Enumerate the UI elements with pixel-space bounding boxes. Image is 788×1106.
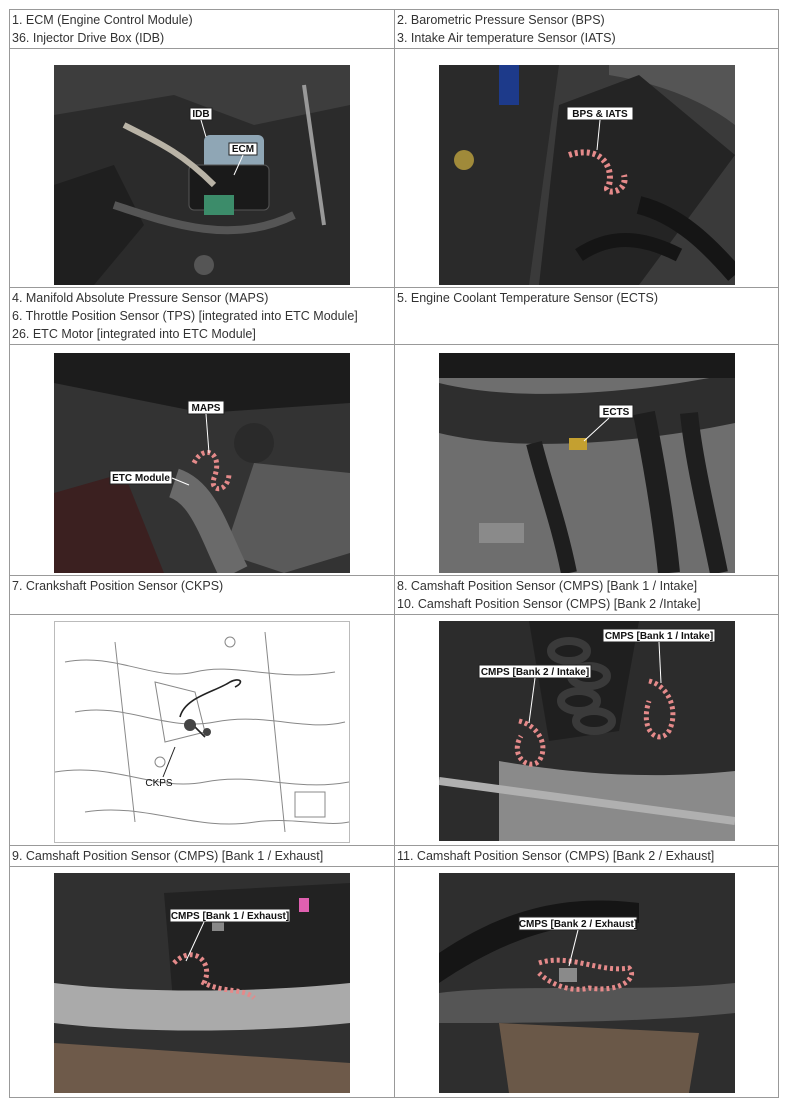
row1-right-image-cell xyxy=(394,48,779,288)
maps-etc-photo xyxy=(54,353,350,573)
ecm-label: ECM xyxy=(231,144,255,155)
cmps-bank1-exhaust-photo xyxy=(54,873,350,1093)
caption-line: 36. Injector Drive Box (IDB) xyxy=(12,31,165,45)
row4-left-text-cell xyxy=(9,845,395,867)
caption-line: 6. Throttle Position Sensor (TPS) [integrated into ETC Module] xyxy=(12,309,358,323)
row3-right-image-cell xyxy=(394,614,779,846)
row3-right-text-cell xyxy=(394,575,779,615)
caption-line: 5. Engine Coolant Temperature Sensor (ECTS) xyxy=(397,291,659,305)
idb-label: IDB xyxy=(192,109,210,120)
caption-line: 3. Intake Air temperature Sensor (IATS) xyxy=(397,31,616,45)
cmps-bank2-exhaust-photo xyxy=(439,873,735,1093)
row2-left-text-cell xyxy=(9,287,395,345)
row1-left-image-cell xyxy=(9,48,395,288)
row4-left-image-cell xyxy=(9,866,395,1098)
ects-photo xyxy=(439,353,735,573)
ecm-idb-photo xyxy=(54,65,350,285)
cmps-bank1-intake-label: CMPS [Bank 1 / Intake] xyxy=(604,631,714,642)
ckps-line-drawing xyxy=(54,621,350,843)
caption-line: 8. Camshaft Position Sensor (CMPS) [Bank 1 / Intake] xyxy=(397,579,698,593)
caption-line: 9. Camshaft Position Sensor (CMPS) [Bank 1 / Exhaust] xyxy=(12,849,324,863)
row4-right-text-cell xyxy=(394,845,779,867)
ects-label: ECTS xyxy=(602,407,630,418)
etc-module-label: ETC Module xyxy=(112,473,170,484)
ckps-label: CKPS xyxy=(145,778,173,789)
row3-left-image-cell xyxy=(9,614,395,846)
row2-right-image-cell xyxy=(394,344,779,576)
caption-line: 26. ETC Motor [integrated into ETC Module] xyxy=(12,327,256,341)
bps-iats-photo xyxy=(439,65,735,285)
row3-left-text-cell xyxy=(9,575,395,615)
caption-line: 11. Camshaft Position Sensor (CMPS) [Bank 2 / Exhaust] xyxy=(397,849,715,863)
row2-left-image-cell xyxy=(9,344,395,576)
caption-line: 4. Manifold Absolute Pressure Sensor (MAPS) xyxy=(12,291,269,305)
caption-line: 2. Barometric Pressure Sensor (BPS) xyxy=(397,13,605,27)
row4-right-image-cell xyxy=(394,866,779,1098)
bps-iats-label: BPS & IATS xyxy=(572,109,628,120)
cmps-bank2-intake-label: CMPS [Bank 2 / Intake] xyxy=(480,667,590,678)
row1-right-text-cell xyxy=(394,9,779,49)
caption-line: 7. Crankshaft Position Sensor (CKPS) xyxy=(12,579,224,593)
cmps-bank2-exhaust-label: CMPS [Bank 2 / Exhaust] xyxy=(518,919,638,930)
cmps-bank1-exhaust-label: CMPS [Bank 1 / Exhaust] xyxy=(170,911,290,922)
row1-left-text-cell xyxy=(9,9,395,49)
caption-line: 1. ECM (Engine Control Module) xyxy=(12,13,193,27)
maps-label: MAPS xyxy=(191,403,221,414)
caption-line: 10. Camshaft Position Sensor (CMPS) [Bank 2 /Intake] xyxy=(397,597,701,611)
cmps-intake-photo xyxy=(439,621,735,841)
row2-right-text-cell xyxy=(394,287,779,345)
